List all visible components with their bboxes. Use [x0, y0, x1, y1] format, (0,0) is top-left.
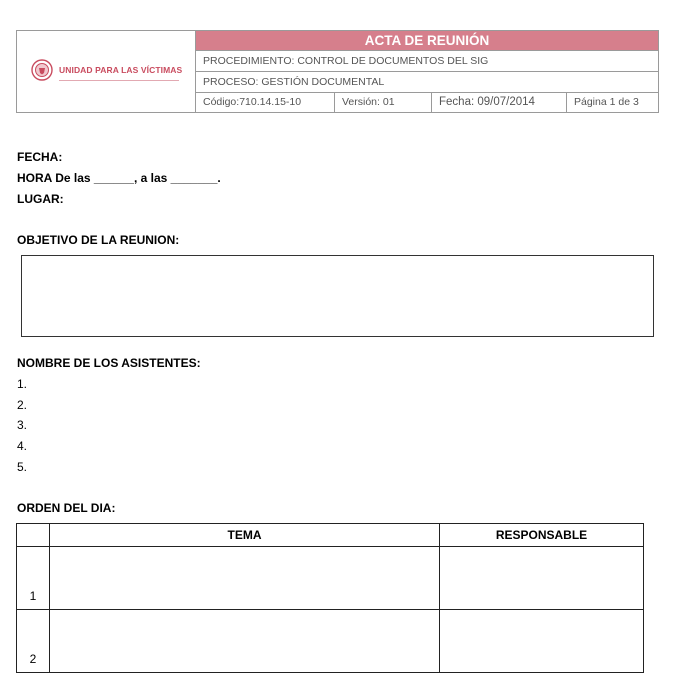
table-header-row [17, 524, 644, 547]
responsable-cell[interactable] [440, 610, 644, 673]
logo-cell [17, 31, 196, 112]
table-row [17, 610, 644, 673]
orden-table [16, 523, 644, 673]
pagina-cell: Página 1 de 3 [566, 93, 658, 112]
asistente-item: 4. [17, 439, 28, 453]
row-number: 2 [17, 610, 50, 673]
header-num-cell [17, 524, 50, 547]
lugar-label: LUGAR: [17, 192, 64, 206]
codigo-cell: Código:710.14.15-10 [203, 96, 302, 108]
asistentes-label: NOMBRE DE LOS ASISTENTES: [17, 356, 201, 370]
responsable-cell[interactable] [440, 547, 644, 610]
objetivo-textbox[interactable] [21, 255, 654, 337]
fecha-cell: Fecha: 09/07/2014 [431, 93, 566, 112]
proceso-row: PROCESO: GESTIÓN DOCUMENTAL [196, 71, 658, 92]
coat-of-arms-icon [31, 59, 53, 81]
objetivo-label: OBJETIVO DE LA REUNION: [17, 233, 180, 247]
version-cell: Versión: 01 [334, 93, 431, 112]
tema-cell[interactable] [50, 547, 440, 610]
document-title: ACTA DE REUNIÓN [196, 31, 658, 50]
procedimiento-row: PROCEDIMIENTO: CONTROL DE DOCUMENTOS DEL SIG [196, 50, 658, 71]
tema-cell[interactable] [50, 610, 440, 673]
logo-text: UNIDAD PARA LAS VÍCTIMAS [59, 65, 183, 75]
header-tema: TEMA [50, 524, 440, 547]
logo-underline [59, 80, 179, 81]
info-row [196, 92, 658, 112]
orden-label: ORDEN DEL DIA: [17, 501, 116, 515]
hora-line: HORA De las ______, a las _______. [17, 171, 221, 185]
asistente-item: 3. [17, 418, 28, 432]
asistente-item: 5. [17, 460, 28, 474]
asistente-item: 2. [17, 398, 28, 412]
row-number: 1 [17, 547, 50, 610]
fecha-label: FECHA: [17, 150, 63, 164]
document-header [16, 30, 659, 113]
asistente-item: 1. [17, 377, 28, 391]
table-row [17, 547, 644, 610]
header-responsable: RESPONSABLE [440, 524, 644, 547]
